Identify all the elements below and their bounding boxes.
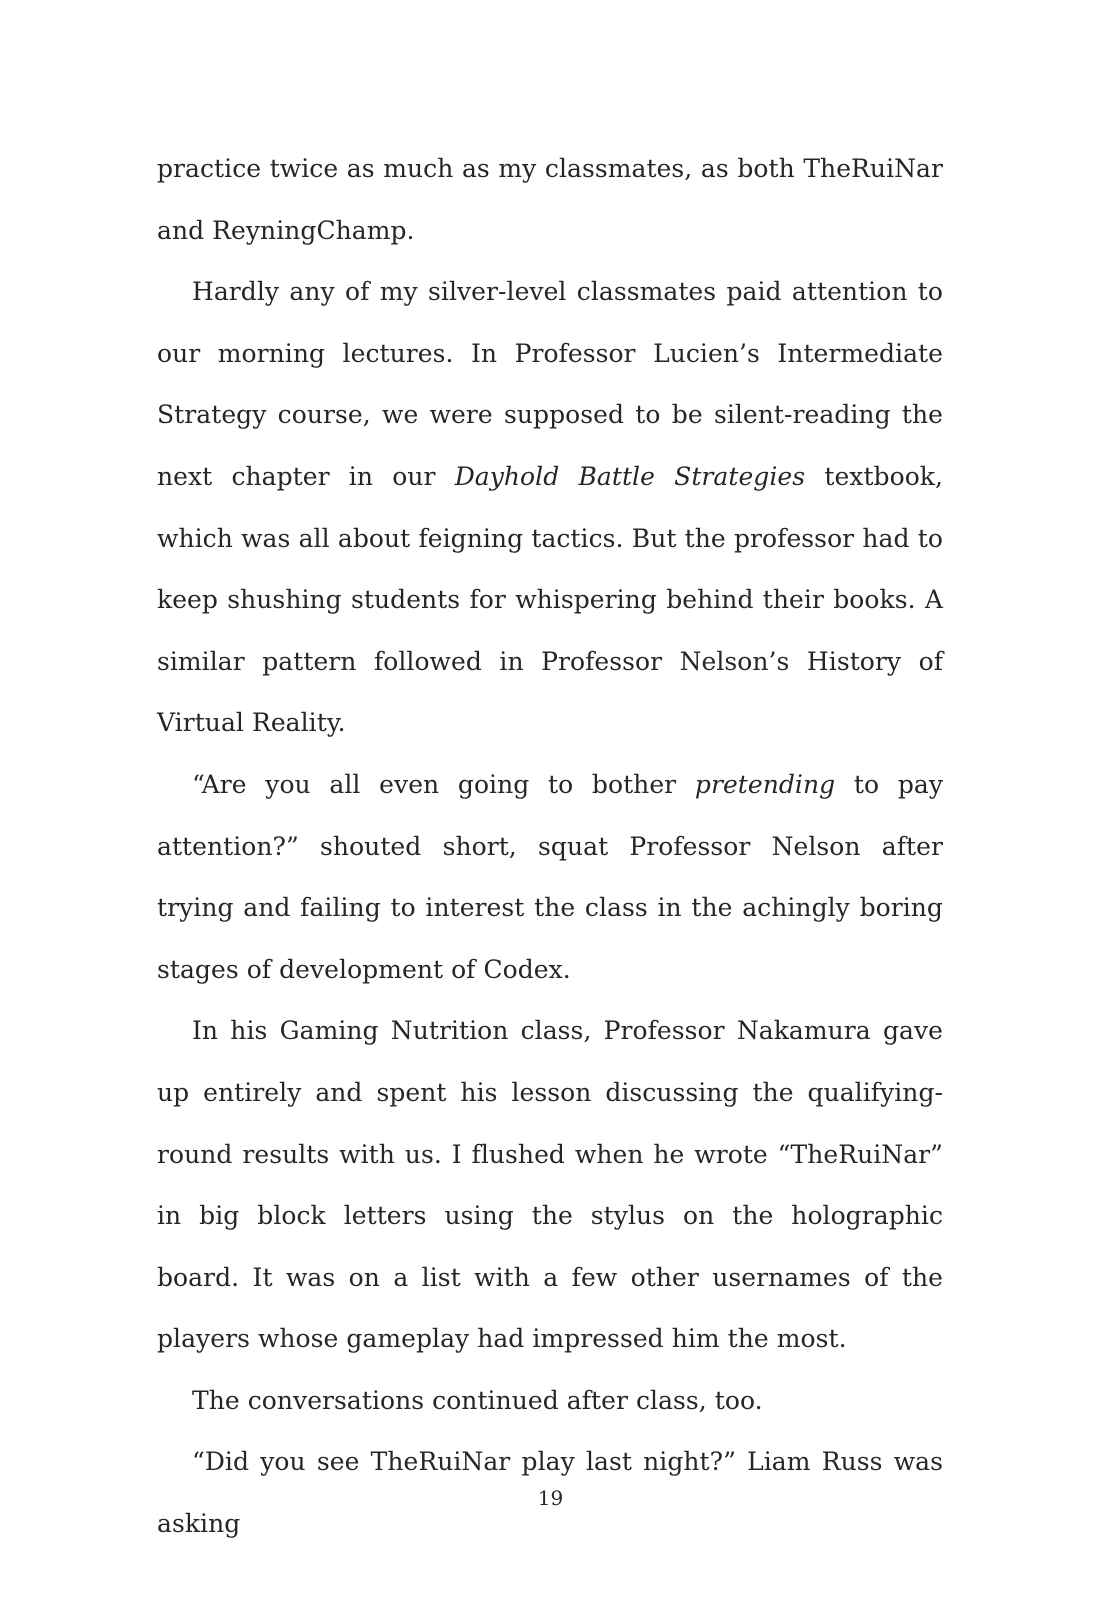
book-title-italic: Dayhold Battle Strategies: [454, 461, 806, 491]
paragraph-3: [157, 754, 943, 1000]
paragraph-5-run-1: The conversations continued after class, too.: [192, 1385, 763, 1415]
paragraph-2-run-3: textbook, which was all about feigning tactics. But the professor had to keep shushing students for whispering behind their books. A similar pattern followed in Professor Nelson’s History of Virtual Reality.: [157, 461, 943, 738]
paragraph-1-run-1: practice twice as much as my classmates, as both TheRuiNar and ReyningChamp.: [157, 154, 943, 245]
paragraph-3-run-1: “Are you all even going to bother: [192, 769, 695, 799]
emphasis-italic: pretending: [694, 769, 836, 799]
paragraph-4: [157, 1000, 943, 1370]
page-number: 19: [537, 1486, 564, 1510]
paragraph-6-run-1: “Did you see TheRuiNar play last night?” Liam Russ was asking: [157, 1447, 943, 1539]
paragraph-2: [157, 261, 943, 754]
paragraph-2-run-1: Hardly any of my silver-level classmates paid attention to our morning lectures. In Professor Lucien’s Intermediate Strategy course, we were supposed to be silent-reading the next chapter in our: [157, 277, 943, 491]
paragraph-5: [157, 1370, 943, 1432]
page-body: [157, 138, 943, 1555]
paragraph-3-run-3: to pay attention?” shouted short, squat Professor Nelson after trying and failing to interest the class in the achingly boring stages of development of Codex.: [157, 769, 943, 984]
paragraph-1: [157, 138, 943, 261]
paragraph-4-run-1: In his Gaming Nutrition class, Professor Nakamura gave up entirely and spent his lesson discussing the qualifying-round results with us. I flushed when he wrote “TheRuiNar” in big block letters using the stylus on the holographic board. It was on a list with a few other usernames of the players whose gameplay had impressed him the most.: [157, 1016, 943, 1354]
